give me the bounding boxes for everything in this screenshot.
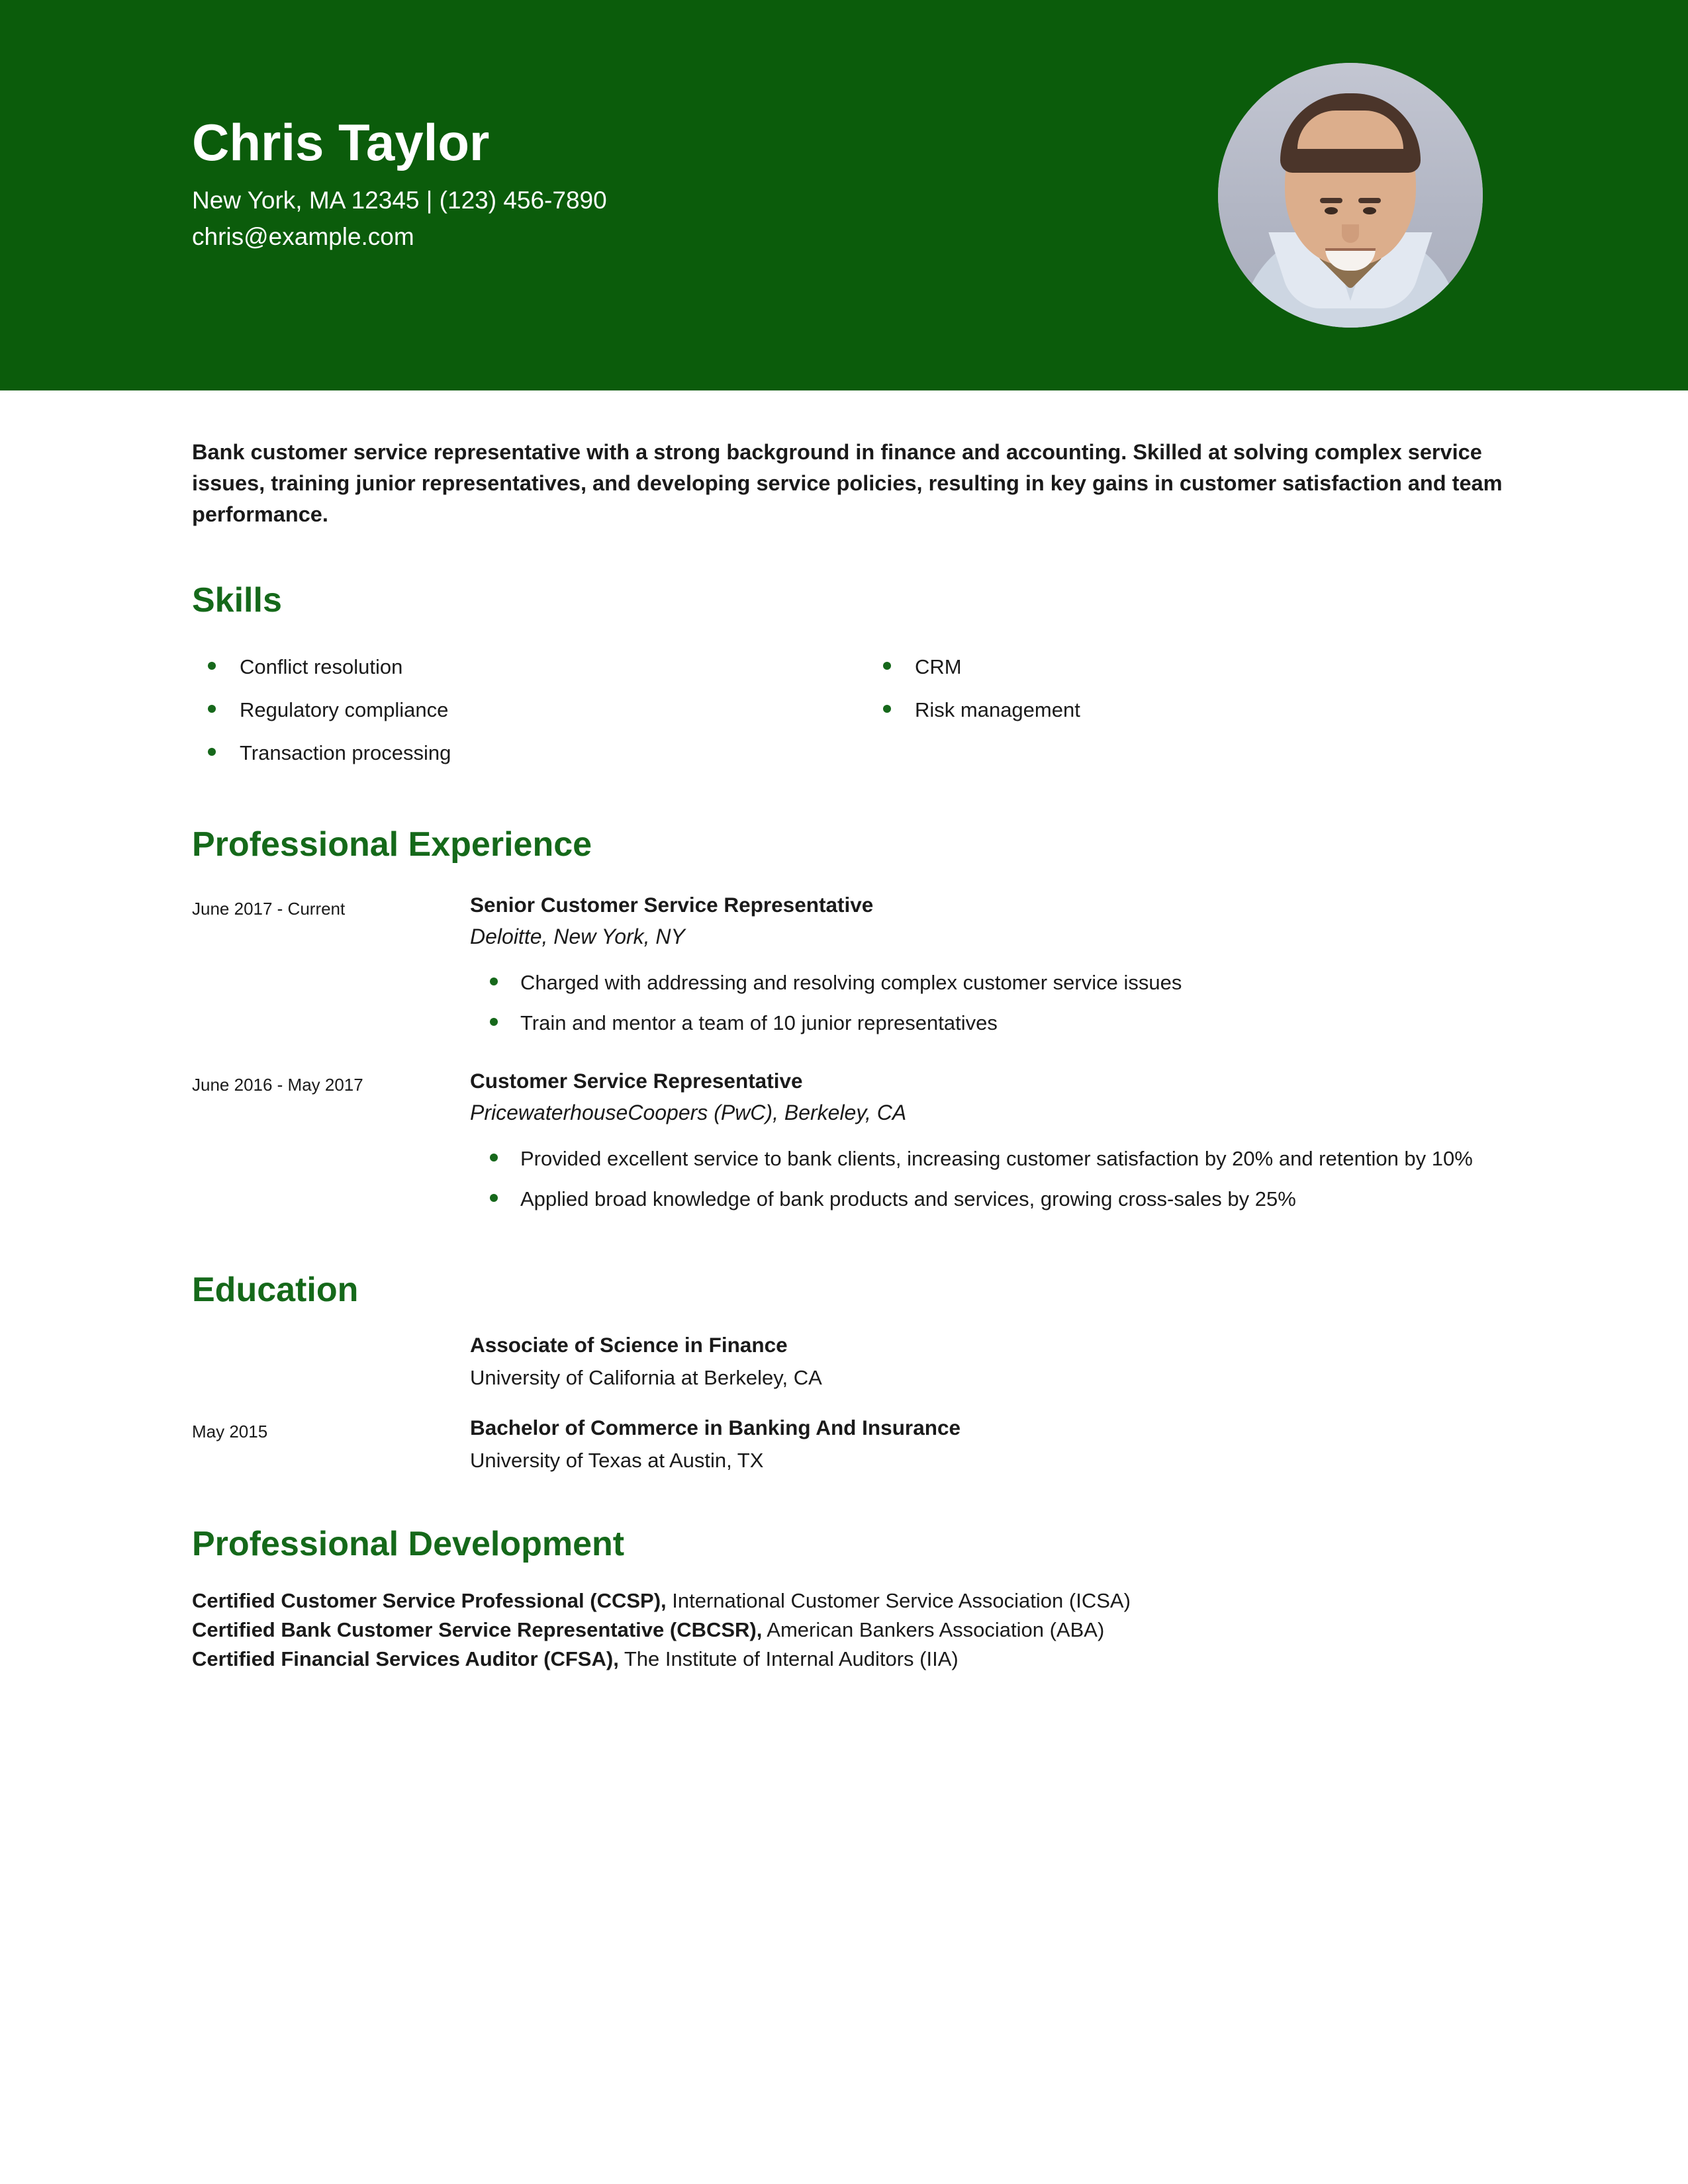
skills-list bbox=[192, 645, 1503, 775]
skill-item bbox=[192, 688, 867, 731]
experience-entry bbox=[192, 1068, 1503, 1220]
development-credential: Certified Financial Services Auditor (CFSA), bbox=[192, 1647, 619, 1670]
experience-bullet bbox=[470, 1003, 1503, 1044]
experience-details bbox=[470, 1068, 1503, 1220]
experience-bullet-text: Charged with addressing and resolving complex customer service issues bbox=[520, 971, 1182, 995]
education-degree: Associate of Science in Finance bbox=[470, 1332, 788, 1357]
resume-body bbox=[0, 437, 1688, 1674]
experience-role: Senior Customer Service Representative bbox=[470, 893, 874, 917]
education-details bbox=[470, 1414, 1503, 1475]
education-details bbox=[470, 1332, 1503, 1392]
candidate-name: Chris Taylor bbox=[192, 113, 490, 171]
development-credential: Certified Customer Service Professional (CCSP), bbox=[192, 1588, 667, 1612]
skill-label: Risk management bbox=[915, 698, 1080, 721]
experience-details bbox=[470, 891, 1503, 1044]
skill-label: Regulatory compliance bbox=[240, 698, 449, 721]
development-issuer: The Institute of Internal Auditors (IIA) bbox=[618, 1647, 959, 1670]
avatar bbox=[1218, 63, 1483, 328]
development-credential: Certified Bank Customer Service Representative (CBCSR), bbox=[192, 1617, 763, 1641]
development-issuer: American Bankers Association (ABA) bbox=[762, 1617, 1105, 1641]
avatar-hair bbox=[1280, 93, 1421, 173]
experience-bullet-text: Provided excellent service to bank clients, increasing customer satisfaction by 20% and retention by 10% bbox=[520, 1147, 1473, 1171]
development-list bbox=[192, 1586, 1503, 1674]
development-entry bbox=[192, 1615, 1503, 1645]
skill-item bbox=[192, 731, 867, 774]
contact-location-phone: New York, MA 12345 | (123) 456-7890 bbox=[192, 186, 607, 214]
professional-summary: Bank customer service representative with a strong background in finance and accounting. Skilled at solving complex service issues, training junior representatives, and developing service policies, resulting in key gains in customer satisfaction and team performance. bbox=[192, 440, 1503, 527]
resume-header bbox=[0, 0, 1688, 390]
experience-company: Deloitte, New York, NY bbox=[470, 925, 685, 949]
experience-bullets bbox=[470, 1139, 1503, 1220]
development-entry bbox=[192, 1586, 1503, 1615]
skill-item bbox=[867, 645, 1503, 688]
section-title-experience: Professional Experience bbox=[192, 825, 592, 864]
bullet-icon bbox=[490, 1018, 498, 1026]
header-text-block bbox=[192, 113, 607, 255]
avatar-nose bbox=[1342, 224, 1359, 243]
education-dates bbox=[192, 1332, 470, 1392]
experience-company: PricewaterhouseCoopers (PwC), Berkeley, CA bbox=[470, 1100, 907, 1124]
experience-dates: June 2016 - May 2017 bbox=[192, 1074, 363, 1095]
experience-bullet-text: Applied broad knowledge of bank products and services, growing cross-sales by 25% bbox=[520, 1187, 1296, 1210]
development-issuer: International Customer Service Association (ICSA) bbox=[666, 1588, 1131, 1612]
bullet-icon bbox=[490, 1154, 498, 1161]
avatar-photo bbox=[1218, 63, 1483, 328]
experience-bullets bbox=[470, 963, 1503, 1044]
section-title-skills: Skills bbox=[192, 581, 282, 620]
skill-label: CRM bbox=[915, 655, 962, 678]
section-title-education: Education bbox=[192, 1270, 359, 1309]
experience-bullet-text: Train and mentor a team of 10 junior representatives bbox=[520, 1011, 998, 1035]
skill-label: Transaction processing bbox=[240, 741, 451, 764]
skill-item bbox=[867, 688, 1503, 731]
bullet-icon bbox=[490, 1194, 498, 1202]
bullet-icon bbox=[883, 662, 891, 670]
avatar-eye-right bbox=[1325, 207, 1338, 214]
bullet-icon bbox=[883, 705, 891, 713]
bullet-icon bbox=[208, 705, 216, 713]
education-entry bbox=[192, 1332, 1503, 1392]
bullet-icon bbox=[490, 978, 498, 985]
skill-label: Conflict resolution bbox=[240, 655, 403, 678]
skill-item bbox=[192, 645, 867, 688]
avatar-eye-left bbox=[1363, 207, 1376, 214]
education-dates: May 2015 bbox=[192, 1421, 268, 1441]
experience-bullet bbox=[470, 1139, 1503, 1179]
education-school: University of California at Berkeley, CA bbox=[470, 1365, 822, 1389]
education-entry bbox=[192, 1414, 1503, 1475]
experience-bullet bbox=[470, 963, 1503, 1003]
education-school: University of Texas at Austin, TX bbox=[470, 1448, 764, 1472]
development-entry bbox=[192, 1645, 1503, 1674]
experience-bullet bbox=[470, 1179, 1503, 1220]
avatar-brow-right bbox=[1320, 198, 1342, 203]
bullet-icon bbox=[208, 748, 216, 756]
bullet-icon bbox=[208, 662, 216, 670]
contact-email: chris@example.com bbox=[192, 223, 414, 251]
education-degree: Bachelor of Commerce in Banking And Insurance bbox=[470, 1415, 961, 1439]
avatar-brow-left bbox=[1358, 198, 1381, 203]
experience-entry bbox=[192, 891, 1503, 1044]
experience-role: Customer Service Representative bbox=[470, 1068, 803, 1093]
experience-dates: June 2017 - Current bbox=[192, 899, 346, 919]
section-title-professional-development: Professional Development bbox=[192, 1525, 625, 1564]
